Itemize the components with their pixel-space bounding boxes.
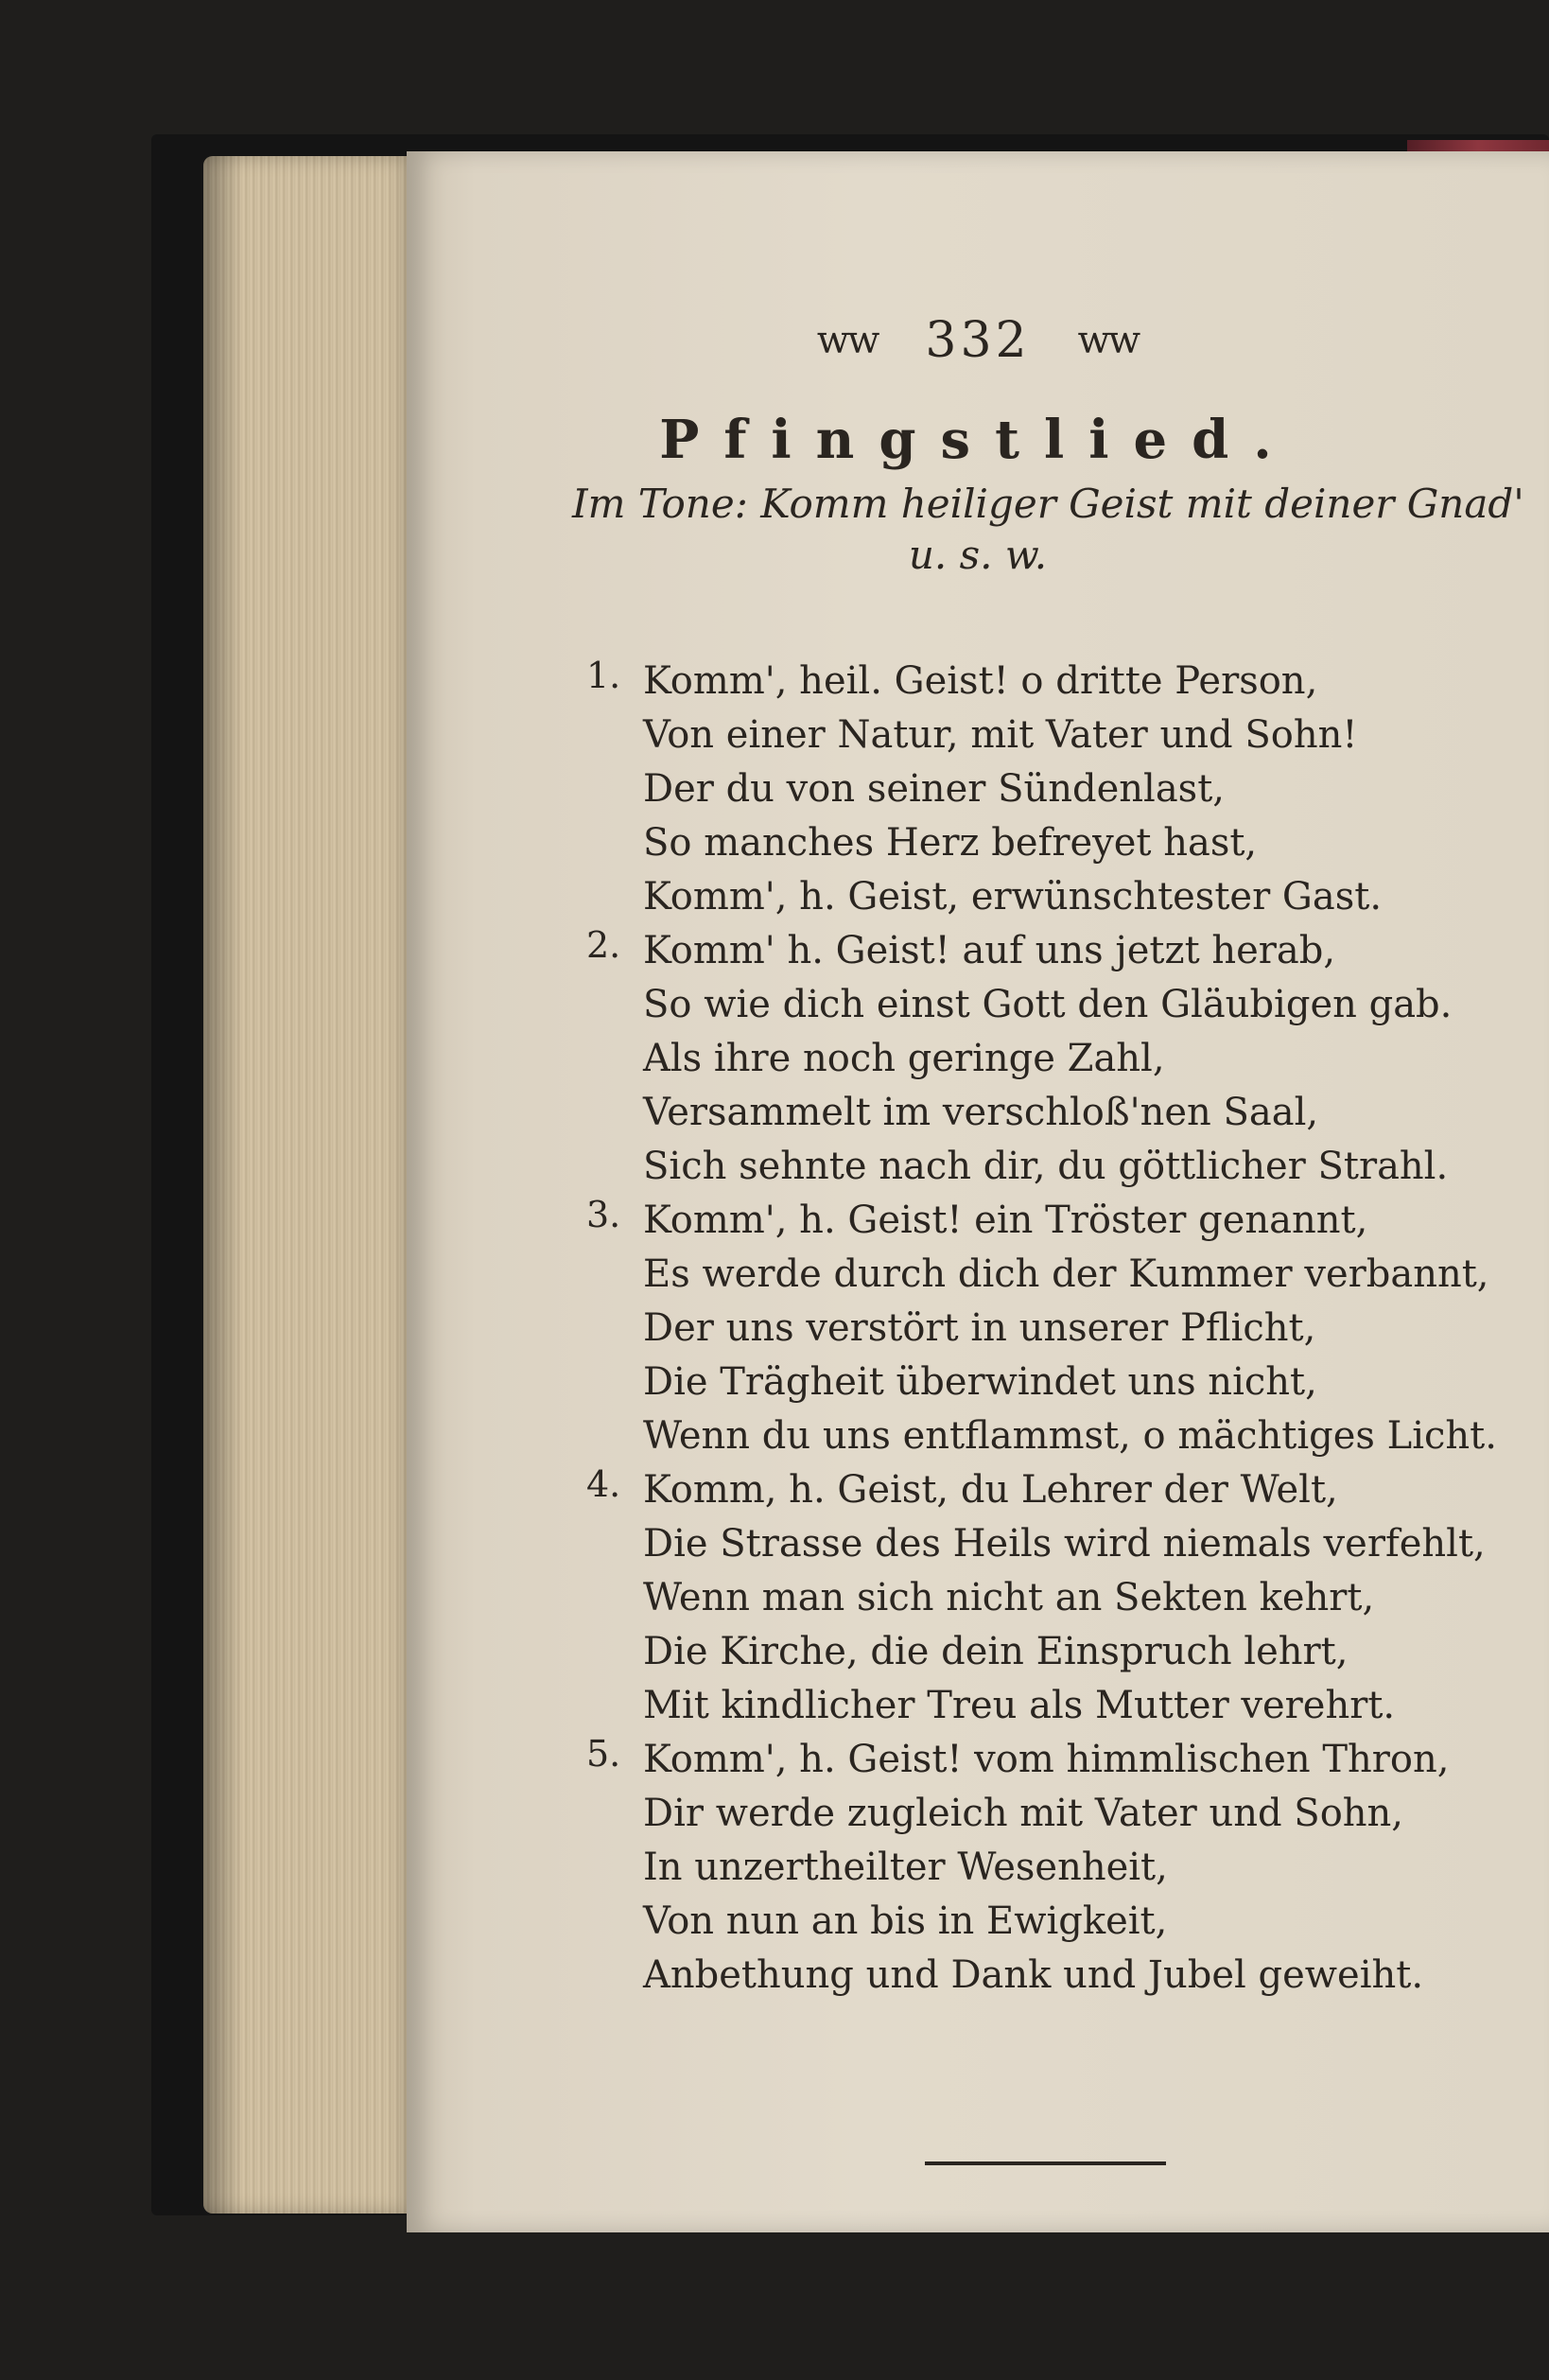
stanza-3 (586, 1194, 1513, 1463)
stanza-4 (586, 1463, 1513, 1733)
verse-line: Komm', h. Geist! vom himmlischen Thron, (643, 1738, 1450, 1781)
verse-line: So wie dich einst Gott den Gläubigen gab. (643, 983, 1453, 1026)
verse-line: Von nun an bis in Ewigkeit, (643, 1899, 1168, 1943)
verse-line: Wenn du uns entflammst, o mächtiges Licht. (643, 1414, 1497, 1458)
verse-line: Von einer Natur, mit Vater und Sohn! (643, 713, 1358, 757)
verse-line: Dir werde zugleich mit Vater und Sohn, (643, 1792, 1404, 1835)
verse-line: Komm', heil. Geist! o dritte Person, (643, 659, 1318, 703)
verse-line: Wenn man sich nicht an Sekten kehrt, (643, 1576, 1375, 1619)
page-number: 332 (925, 312, 1031, 369)
verse-line: Sich sehnte nach dir, du göttlicher Strahl. (643, 1145, 1449, 1188)
stanza-number: 1. (586, 655, 621, 696)
stanza-number: 4. (586, 1463, 621, 1505)
verse-line: Komm', h. Geist! ein Tröster genannt, (643, 1199, 1368, 1242)
verse-line: Mit kindlicher Treu als Mutter verehrt. (643, 1684, 1396, 1727)
page-header (407, 312, 1549, 369)
verse-line: Die Strasse des Heils wird niemals verfehlt, (643, 1522, 1486, 1566)
end-rule (925, 2161, 1166, 2165)
verse-line: Versammelt im verschloß'nen Saal, (643, 1091, 1319, 1134)
verse-line: Komm', h. Geist, erwünschtester Gast. (643, 875, 1383, 919)
verse-line: Als ihre noch geringe Zahl, (643, 1037, 1165, 1080)
verse-line: Die Trägheit überwindet uns nicht, (643, 1360, 1317, 1404)
right-ornament: ww (1077, 319, 1140, 362)
verse-line: Komm' h. Geist! auf uns jetzt herab, (643, 929, 1336, 972)
stanza-1 (586, 655, 1513, 924)
stanza-number: 2. (586, 924, 621, 966)
tune-indication: Im Tone: Komm heiliger Geist mit deiner Gnad' (572, 481, 1524, 527)
stanza-2 (586, 924, 1513, 1194)
left-ornament: ww (816, 319, 879, 362)
verse-line: Komm, h. Geist, du Lehrer der Welt, (643, 1468, 1338, 1512)
tune-indication-continued: u. s. w. (908, 532, 1048, 578)
stanza-5 (586, 1733, 1513, 2003)
stanza-number: 5. (586, 1733, 621, 1775)
page-edges (203, 156, 419, 2214)
verse-line: Der du von seiner Sündenlast, (643, 767, 1225, 811)
verse-line: Es werde durch dich der Kummer verbannt, (643, 1252, 1489, 1296)
stanza-number: 3. (586, 1194, 621, 1235)
verse-line: In unzertheilter Wesenheit, (643, 1846, 1168, 1889)
book-page (407, 151, 1549, 2232)
hymn-title: Pfingstlied. (659, 409, 1297, 471)
verse-line: Die Kirche, die dein Einspruch lehrt, (643, 1630, 1349, 1673)
verse-line: Der uns verstört in unserer Pflicht, (643, 1306, 1316, 1350)
verse-line: So manches Herz befreyet hast, (643, 821, 1258, 865)
verse-line: Anbethung und Dank und Jubel geweiht. (643, 1953, 1424, 1997)
